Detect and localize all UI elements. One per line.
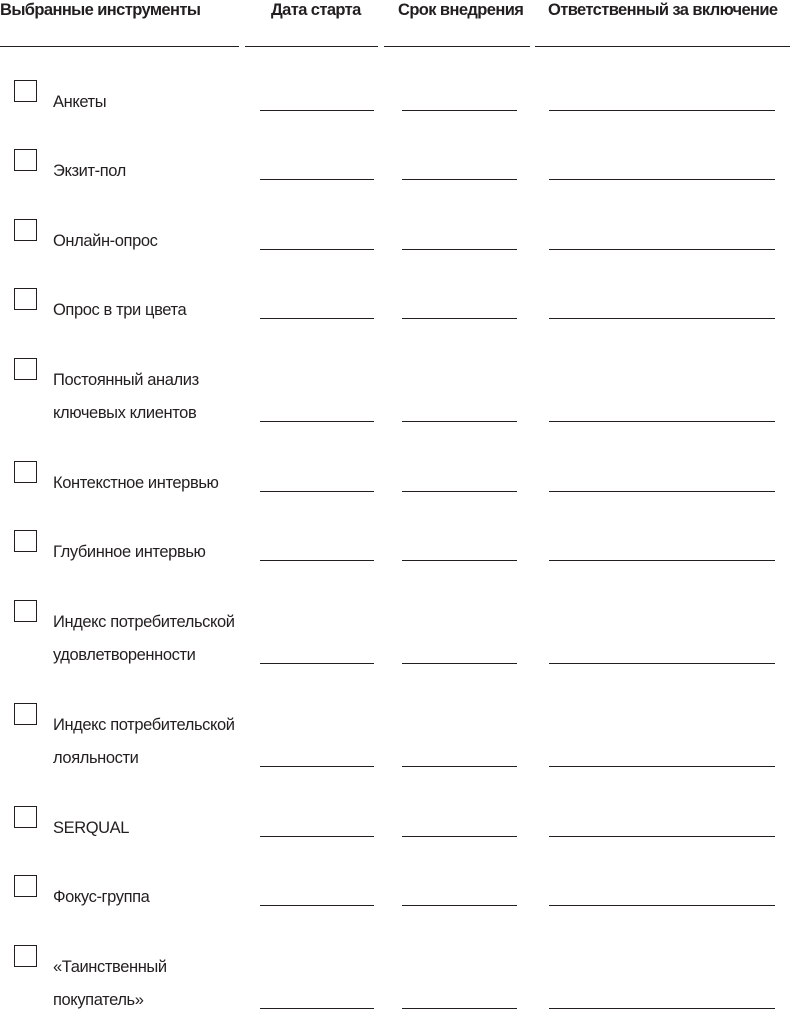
responsible-field[interactable]: [549, 836, 775, 837]
instrument-row: [0, 80, 790, 150]
instrument-label-line: Опрос в три цвета: [53, 301, 187, 319]
instrument-row: [0, 288, 790, 358]
term-field[interactable]: [402, 836, 517, 837]
instrument-label: [53, 294, 253, 327]
instrument-label: [53, 606, 253, 672]
instrument-label-line: Фокус-группа: [53, 888, 150, 906]
instrument-row: [0, 600, 790, 670]
instrument-label: [53, 881, 253, 914]
instrument-row: [0, 149, 790, 219]
instrument-label: [53, 812, 253, 845]
start-date-field[interactable]: [260, 179, 374, 180]
start-date-field[interactable]: [260, 766, 374, 767]
instrument-checkbox[interactable]: [14, 80, 37, 102]
responsible-field[interactable]: [549, 491, 775, 492]
instrument-label: [53, 951, 253, 1017]
instrument-row: [0, 806, 790, 876]
instrument-label-line: Экзит-пол: [53, 162, 126, 180]
instrument-checkbox[interactable]: [14, 219, 37, 241]
header-start-date: Дата старта: [271, 1, 361, 19]
instrument-checkbox[interactable]: [14, 149, 37, 171]
instrument-row: [0, 703, 790, 773]
responsible-field[interactable]: [549, 766, 775, 767]
term-field[interactable]: [402, 110, 517, 111]
instrument-label-line: ключевых клиентов: [53, 404, 197, 422]
term-field[interactable]: [402, 179, 517, 180]
instrument-label-line: SERQUAL: [53, 819, 130, 837]
instrument-label: [53, 225, 253, 258]
instrument-row: [0, 945, 790, 1015]
start-date-field[interactable]: [260, 836, 374, 837]
responsible-field[interactable]: [549, 905, 775, 906]
instrument-label-line: Индекс потребительской: [53, 613, 235, 631]
term-field[interactable]: [402, 491, 517, 492]
term-field[interactable]: [402, 318, 517, 319]
start-date-field[interactable]: [260, 1008, 374, 1009]
instrument-label-line: Индекс потребительской: [53, 716, 235, 734]
instrument-row: [0, 461, 790, 531]
start-date-field[interactable]: [260, 421, 374, 422]
instrument-checkbox[interactable]: [14, 530, 37, 552]
responsible-field[interactable]: [549, 318, 775, 319]
instrument-checkbox[interactable]: [14, 288, 37, 310]
start-date-field[interactable]: [260, 663, 374, 664]
term-field[interactable]: [402, 905, 517, 906]
instrument-label: [53, 364, 253, 430]
responsible-field[interactable]: [549, 560, 775, 561]
start-date-field[interactable]: [260, 560, 374, 561]
start-date-field[interactable]: [260, 110, 374, 111]
term-field[interactable]: [402, 766, 517, 767]
start-date-field[interactable]: [260, 318, 374, 319]
instrument-checkbox[interactable]: [14, 875, 37, 897]
instrument-label-line: Глубинное интервью: [53, 543, 206, 561]
instrument-label-line: покупатель»: [53, 991, 144, 1009]
responsible-field[interactable]: [549, 110, 775, 111]
instrument-row: [0, 875, 790, 945]
instrument-checkbox[interactable]: [14, 806, 37, 828]
instrument-row: [0, 358, 790, 428]
start-date-field[interactable]: [260, 249, 374, 250]
responsible-field[interactable]: [549, 249, 775, 250]
responsible-field[interactable]: [549, 1008, 775, 1009]
term-field[interactable]: [402, 663, 517, 664]
header-instruments: Выбранные инструменты: [0, 1, 201, 19]
instrument-label-line: Онлайн-опрос: [53, 232, 158, 250]
instrument-row: [0, 530, 790, 600]
instrument-checkbox[interactable]: [14, 358, 37, 380]
instrument-label-line: Анкеты: [53, 93, 107, 111]
term-field[interactable]: [402, 1008, 517, 1009]
instrument-label: [53, 709, 253, 775]
term-field[interactable]: [402, 249, 517, 250]
instrument-checkbox[interactable]: [14, 703, 37, 725]
header-responsible: Ответственный за включение: [548, 1, 778, 19]
instrument-label: [53, 536, 253, 569]
instrument-label: [53, 86, 253, 119]
instrument-label-line: удовлетворенности: [53, 646, 196, 664]
responsible-field[interactable]: [549, 421, 775, 422]
instrument-label-line: Постоянный анализ: [53, 371, 199, 389]
instrument-checkbox[interactable]: [14, 600, 37, 622]
instrument-label-line: Контекстное интервью: [53, 474, 219, 492]
instrument-checkbox[interactable]: [14, 945, 37, 967]
term-field[interactable]: [402, 560, 517, 561]
responsible-field[interactable]: [549, 179, 775, 180]
responsible-field[interactable]: [549, 663, 775, 664]
start-date-field[interactable]: [260, 905, 374, 906]
instrument-row: [0, 219, 790, 289]
header-term: Срок внедрения: [398, 1, 524, 19]
instrument-label: [53, 155, 253, 188]
instrument-label-line: «Таинственный: [53, 958, 167, 976]
instrument-label-line: лояльности: [53, 749, 139, 767]
start-date-field[interactable]: [260, 491, 374, 492]
term-field[interactable]: [402, 421, 517, 422]
instrument-label: [53, 467, 253, 500]
instrument-checkbox[interactable]: [14, 461, 37, 483]
